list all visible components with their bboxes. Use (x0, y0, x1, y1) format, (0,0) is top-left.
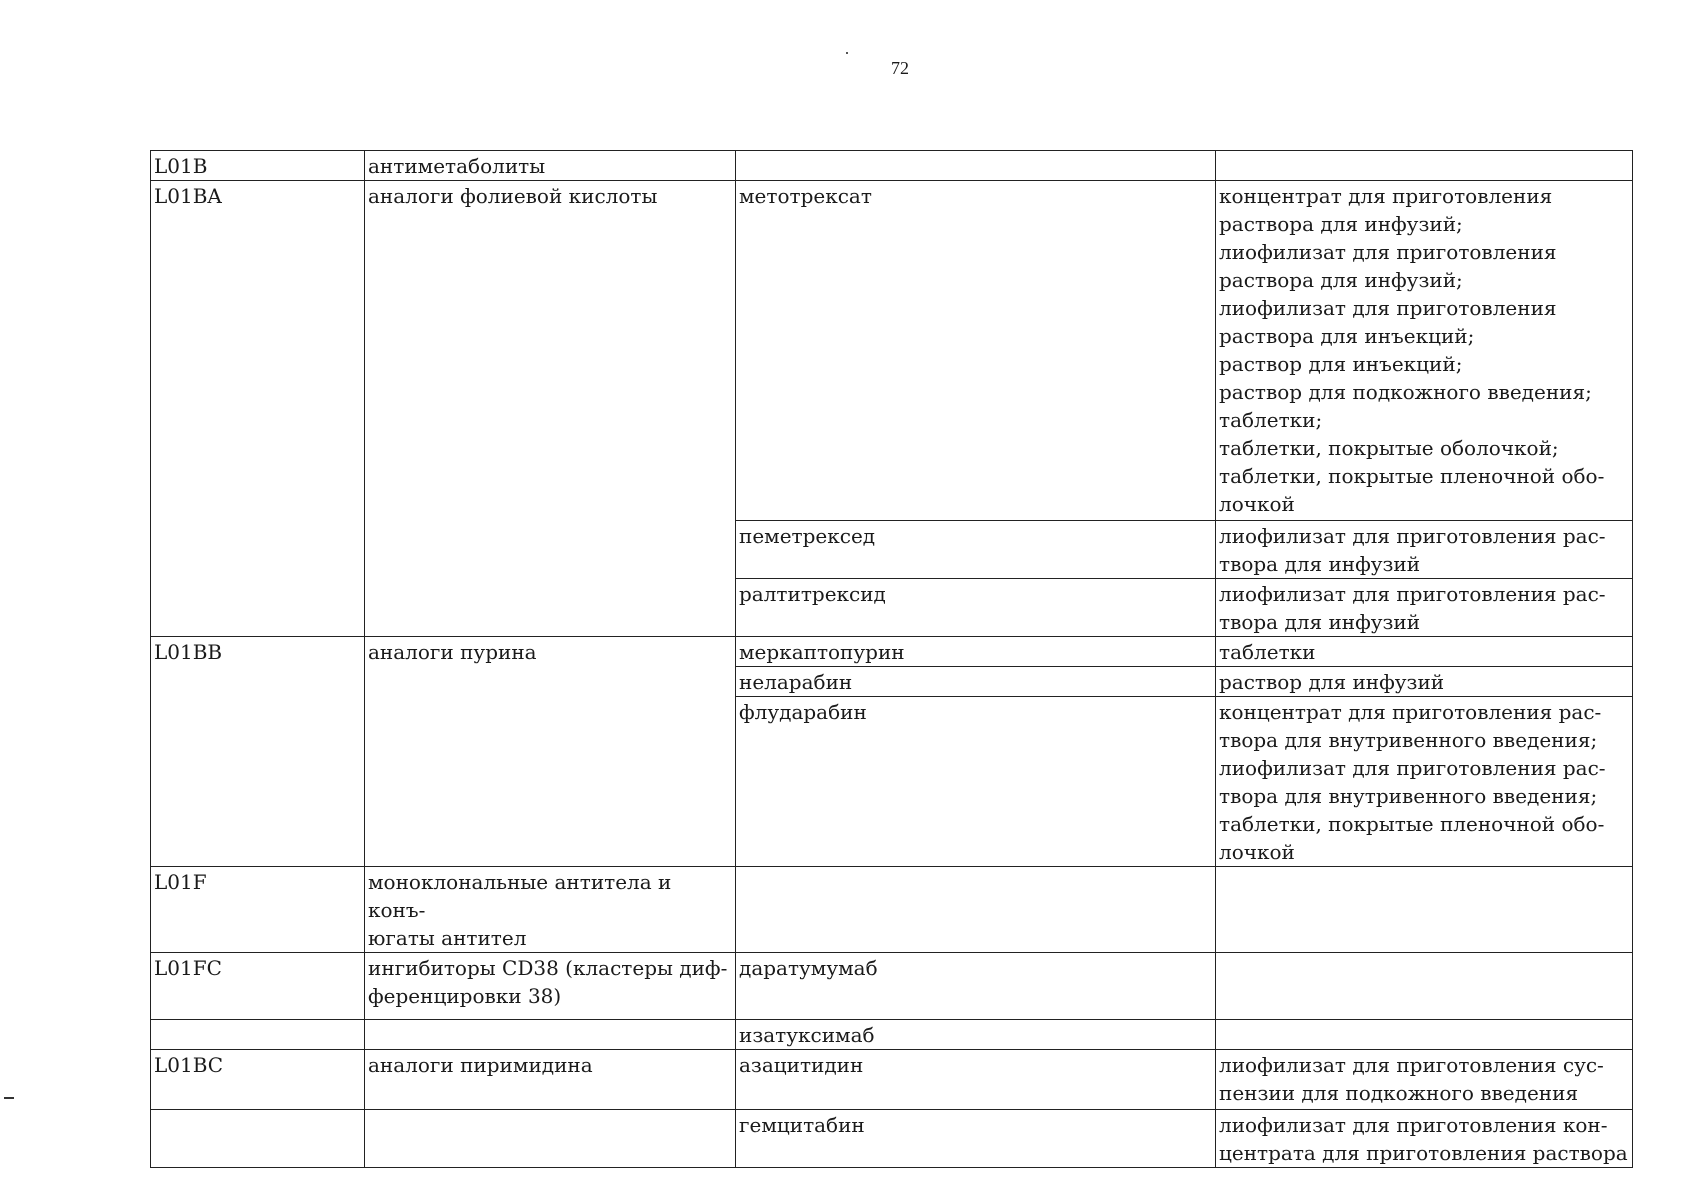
dosage-form-line: лиофилизат для приготовления рас- (1219, 524, 1606, 548)
group-cell: ингибиторы CD38 (кластеры диф- ференцировки 38) (365, 953, 736, 1020)
dosage-forms-cell (1216, 867, 1633, 953)
dosage-forms-cell (1216, 953, 1633, 1020)
drug-name-cell: азацитидин (736, 1050, 1216, 1110)
dosage-form-line: раствора для инфузий; (1219, 268, 1463, 292)
group-cell: антиметаболиты (365, 151, 736, 181)
dosage-form-line: концентрат для приготовления (1219, 184, 1553, 208)
dosage-form-line: раствора для инфузий; (1219, 212, 1463, 236)
group-cell: аналоги пиримидина (365, 1050, 736, 1110)
table-row (151, 637, 1633, 667)
table-row (151, 1110, 1633, 1168)
drug-name-cell: меркаптопурин (736, 637, 1216, 667)
atc-code-cell: L01FC (151, 953, 365, 1020)
drug-name-cell (736, 151, 1216, 181)
dosage-form-line: раствор для инфузий (1219, 670, 1445, 694)
dosage-form-line: твора для внутривенного введения; (1219, 728, 1598, 752)
dosage-forms-cell (1216, 181, 1633, 521)
dosage-form-line: раствор для инъекций; (1219, 352, 1463, 376)
atc-code-cell: L01BB (151, 637, 365, 867)
dosage-form-line: центрата для приготовления раствора (1219, 1141, 1628, 1165)
table-row (151, 953, 1633, 1020)
group-cell (365, 1020, 736, 1050)
dosage-form-line: пензии для подкожного введения (1219, 1081, 1579, 1105)
dosage-form-line: лиофилизат для приготовления (1219, 240, 1557, 264)
group-cell: аналоги фолиевой кислоты (365, 181, 736, 637)
dosage-form-line: твора для внутривенного введения; (1219, 784, 1598, 808)
drug-name-cell: метотрексат (736, 181, 1216, 521)
group-cell: моноклональные антитела и конъ- югаты антител (365, 867, 736, 953)
atc-code-cell (151, 1110, 365, 1168)
dosage-forms-cell (1216, 1110, 1633, 1168)
table-row (151, 151, 1633, 181)
atc-code-cell: L01F (151, 867, 365, 953)
dosage-forms-cell (1216, 637, 1633, 667)
dosage-form-line: твора для инфузий (1219, 610, 1421, 634)
table-row (151, 181, 1633, 521)
drug-table (150, 150, 1633, 1168)
group-cell (365, 1110, 736, 1168)
drug-name-cell: изатуксимаб (736, 1020, 1216, 1050)
dosage-form-line: таблетки, покрытые пленочной обо- (1219, 812, 1605, 836)
dosage-form-line: таблетки (1219, 640, 1316, 664)
dosage-form-line: раствор для подкожного введения; (1219, 380, 1592, 404)
dosage-form-line: твора для инфузий (1219, 552, 1421, 576)
dosage-forms-cell (1216, 1020, 1633, 1050)
margin-mark (4, 1097, 14, 1099)
dosage-forms-cell (1216, 521, 1633, 579)
dosage-form-line: лочкой (1219, 840, 1295, 864)
drug-name-cell: флударабин (736, 697, 1216, 867)
drug-name-cell: неларабин (736, 667, 1216, 697)
drug-name-cell: гемцитабин (736, 1110, 1216, 1168)
drug-name-cell: пеметрексед (736, 521, 1216, 579)
dosage-form-line: лиофилизат для приготовления (1219, 296, 1557, 320)
dosage-form-line: концентрат для приготовления рас- (1219, 700, 1602, 724)
page-number: 72 (891, 58, 909, 78)
table-row (151, 1020, 1633, 1050)
dosage-form-line: таблетки, покрытые оболочкой; (1219, 436, 1559, 460)
atc-code-cell: L01B (151, 151, 365, 181)
dosage-form-line: лиофилизат для приготовления сус- (1219, 1053, 1604, 1077)
table-row (151, 1050, 1633, 1110)
table-body (151, 151, 1633, 1168)
table-row (151, 867, 1633, 953)
dosage-form-line: таблетки, покрытые пленочной обо- (1219, 464, 1605, 488)
dosage-forms-cell (1216, 1050, 1633, 1110)
dosage-form-line: таблетки; (1219, 408, 1323, 432)
dosage-form-line: лочкой (1219, 492, 1295, 516)
drug-name-cell: даратумумаб (736, 953, 1216, 1020)
dosage-form-line: раствора для инъекций; (1219, 324, 1475, 348)
dosage-forms-cell (1216, 667, 1633, 697)
atc-code-cell: L01BC (151, 1050, 365, 1110)
drug-name-cell (736, 867, 1216, 953)
dosage-form-line: лиофилизат для приготовления кон- (1219, 1113, 1608, 1137)
dosage-forms-cell (1216, 579, 1633, 637)
dosage-forms-cell (1216, 151, 1633, 181)
dosage-forms-cell (1216, 697, 1633, 867)
dosage-form-line: лиофилизат для приготовления рас- (1219, 756, 1606, 780)
dosage-form-line: лиофилизат для приготовления рас- (1219, 582, 1606, 606)
group-cell: аналоги пурина (365, 637, 736, 867)
atc-code-cell: L01BA (151, 181, 365, 637)
atc-code-cell (151, 1020, 365, 1050)
scan-dot (846, 52, 848, 54)
drug-name-cell: ралтитрексид (736, 579, 1216, 637)
